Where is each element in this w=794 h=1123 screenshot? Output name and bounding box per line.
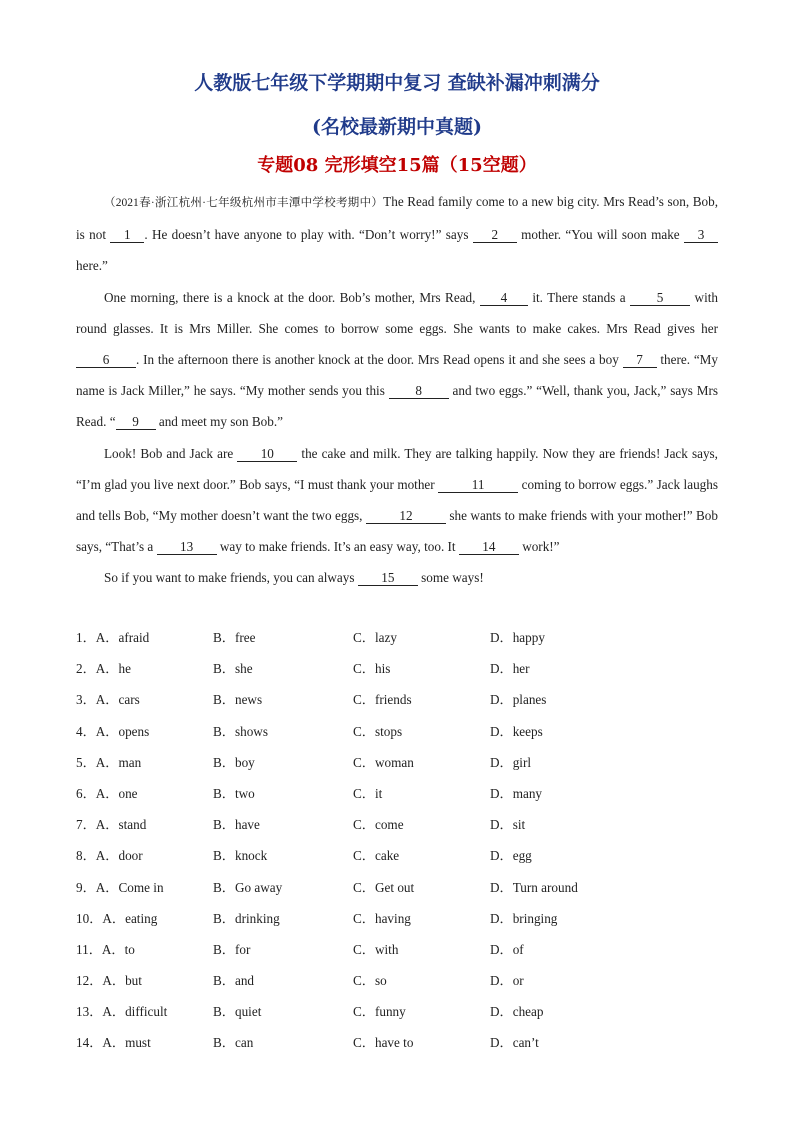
question-10-options xyxy=(76,903,726,934)
option-b[interactable]: B．quiet xyxy=(213,1004,262,1020)
option-b[interactable]: B．and xyxy=(213,973,255,989)
question-2-options xyxy=(76,653,726,684)
option-d[interactable]: D．happy xyxy=(490,630,545,645)
option-a[interactable]: 5．A．man xyxy=(76,754,142,770)
passage-paragraph-1: （2021春·浙江杭州·七年级杭州市丰潭中学校考期中）The Read family come to a new big city. Mrs Read’s son, Bob, is not 1 . He doesn’t have anyone to play with. “Don’t worry!” says 2 mother. “You will soon make 3 here.” xyxy=(76,194,719,274)
option-d[interactable]: D．keeps xyxy=(490,723,543,739)
option-b[interactable]: B．free xyxy=(213,630,256,645)
option-a[interactable]: 2．A．he xyxy=(76,661,131,677)
option-a[interactable]: 9．A．Come in xyxy=(76,879,164,895)
option-b[interactable]: B．two xyxy=(213,785,255,801)
option-a[interactable]: 14．A．must xyxy=(76,1035,151,1051)
option-b[interactable]: B．news xyxy=(213,692,263,708)
option-a[interactable]: 7．A．stand xyxy=(76,817,147,833)
question-4-options xyxy=(76,716,726,747)
blank-7: 7 xyxy=(623,352,657,368)
option-d[interactable]: D．her xyxy=(490,661,530,677)
question-7-options xyxy=(76,809,726,840)
question-3-options xyxy=(76,684,726,715)
option-b[interactable]: B．she xyxy=(213,661,253,677)
question-14-options xyxy=(76,1027,726,1058)
source-note: （2021春·浙江杭州·七年级杭州市丰潭中学校考期中） xyxy=(104,197,384,209)
option-b[interactable]: B．can xyxy=(213,1035,254,1051)
blank-13: 13 xyxy=(157,539,217,555)
page-subtitle: (名校最新期中真题) xyxy=(312,116,482,138)
option-b[interactable]: B．boy xyxy=(213,754,255,770)
blank-5: 5 xyxy=(630,290,690,306)
section-title: 专题08 完形填空15篇（15空题） xyxy=(257,155,537,176)
question-11-options xyxy=(76,934,726,965)
blank-8: 8 xyxy=(389,383,449,399)
question-6-options xyxy=(76,778,726,809)
option-d[interactable]: D．egg xyxy=(490,848,532,864)
question-9-options xyxy=(76,872,726,903)
option-c[interactable]: C．come xyxy=(353,817,404,833)
option-c[interactable]: C．stops xyxy=(353,723,403,739)
option-b[interactable]: B．drinking xyxy=(213,910,280,926)
blank-3: 3 xyxy=(684,227,718,243)
blank-15: 15 xyxy=(358,570,418,586)
option-d[interactable]: D．sit xyxy=(490,817,526,833)
option-c[interactable]: C．with xyxy=(353,941,399,957)
option-c[interactable]: C．cake xyxy=(353,848,400,864)
option-d[interactable]: D．bringing xyxy=(490,910,558,926)
blank-9: 9 xyxy=(116,414,156,430)
answer-options xyxy=(76,622,726,1059)
question-5-options xyxy=(76,747,726,778)
option-a[interactable]: 1．A．afraid xyxy=(76,630,150,645)
option-c[interactable]: C．lazy xyxy=(353,630,397,645)
question-8-options xyxy=(76,840,726,871)
option-c[interactable]: C．woman xyxy=(353,754,414,770)
option-a[interactable]: 10．A．eating xyxy=(76,910,158,926)
option-c[interactable]: C．having xyxy=(353,910,411,926)
option-b[interactable]: B．for xyxy=(213,941,251,957)
question-1-options xyxy=(76,622,726,653)
question-13-options xyxy=(76,996,726,1027)
option-c[interactable]: C．Get out xyxy=(353,879,415,895)
option-c[interactable]: C．so xyxy=(353,973,387,989)
blank-14: 14 xyxy=(459,539,519,555)
option-a[interactable]: 12．A．but xyxy=(76,973,142,989)
option-b[interactable]: B．Go away xyxy=(213,879,283,895)
blank-6: 6 xyxy=(76,352,136,368)
option-a[interactable]: 13．A．difficult xyxy=(76,1004,168,1020)
option-c[interactable]: C．have to xyxy=(353,1035,414,1051)
option-d[interactable]: D．can’t xyxy=(490,1035,539,1051)
option-a[interactable]: 11．A．to xyxy=(76,941,135,957)
option-a[interactable]: 6．A．one xyxy=(76,785,138,801)
blank-1: 1 xyxy=(110,227,144,243)
blank-2: 2 xyxy=(473,227,517,243)
option-d[interactable]: D．girl xyxy=(490,754,532,770)
cloze-passage xyxy=(76,186,718,594)
option-c[interactable]: C．it xyxy=(353,785,383,801)
option-a[interactable]: 4．A．opens xyxy=(76,723,150,739)
option-b[interactable]: B．shows xyxy=(213,723,268,739)
option-b[interactable]: B．have xyxy=(213,817,260,833)
option-d[interactable]: D．many xyxy=(490,785,543,801)
passage-paragraph-4: So if you want to make friends, you can always 15 some ways! xyxy=(104,570,484,586)
option-d[interactable]: D．planes xyxy=(490,692,547,708)
option-a[interactable]: 3．A．cars xyxy=(76,692,140,708)
option-d[interactable]: D．cheap xyxy=(490,1004,544,1020)
option-d[interactable]: D．of xyxy=(490,941,524,957)
option-c[interactable]: C．friends xyxy=(353,692,412,708)
option-d[interactable]: D．or xyxy=(490,973,524,989)
option-b[interactable]: B．knock xyxy=(213,848,268,864)
blank-12: 12 xyxy=(366,508,446,524)
option-c[interactable]: C．his xyxy=(353,661,391,677)
option-a[interactable]: 8．A．door xyxy=(76,848,143,864)
question-12-options xyxy=(76,965,726,996)
blank-4: 4 xyxy=(480,290,528,306)
blank-11: 11 xyxy=(438,477,518,493)
passage-paragraph-2: One morning, there is a knock at the door. Bob’s mother, Mrs Read, 4 it. There stands a 5 with round glasses. It is Mrs Miller. She comes to borrow some eggs. She wants to make cakes. Mrs Read gives her 6 . In the afternoon there is another knock at the door. Mrs Read opens it and she sees a boy 7 there. “My name is Jack Miller,” he says. “My mother sends you this 8 and two eggs.” “Well, thank you, Jack,” says Mrs Read. “ 9 and meet my son Bob.” xyxy=(76,289,718,430)
option-d[interactable]: D．Turn around xyxy=(490,879,578,895)
blank-10: 10 xyxy=(237,446,297,462)
page-title: 人教版七年级下学期期中复习 查缺补漏冲刺满分 xyxy=(194,72,600,94)
passage-paragraph-3: Look! Bob and Jack are 10 the cake and milk. They are talking happily. Now they are friends! Jack says, “I’m glad you live next door.” Bob says, “I must thank your mother 11 coming to borrow eggs.” Jack laughs and tells Bob, “My mother doesn’t want the two eggs, 12 she wants to make friends with your mother!” Bob says, “That’s a 13 way to make friends. It’s an easy way, too. It 14 work!” xyxy=(76,445,718,555)
option-c[interactable]: C．funny xyxy=(353,1004,406,1020)
